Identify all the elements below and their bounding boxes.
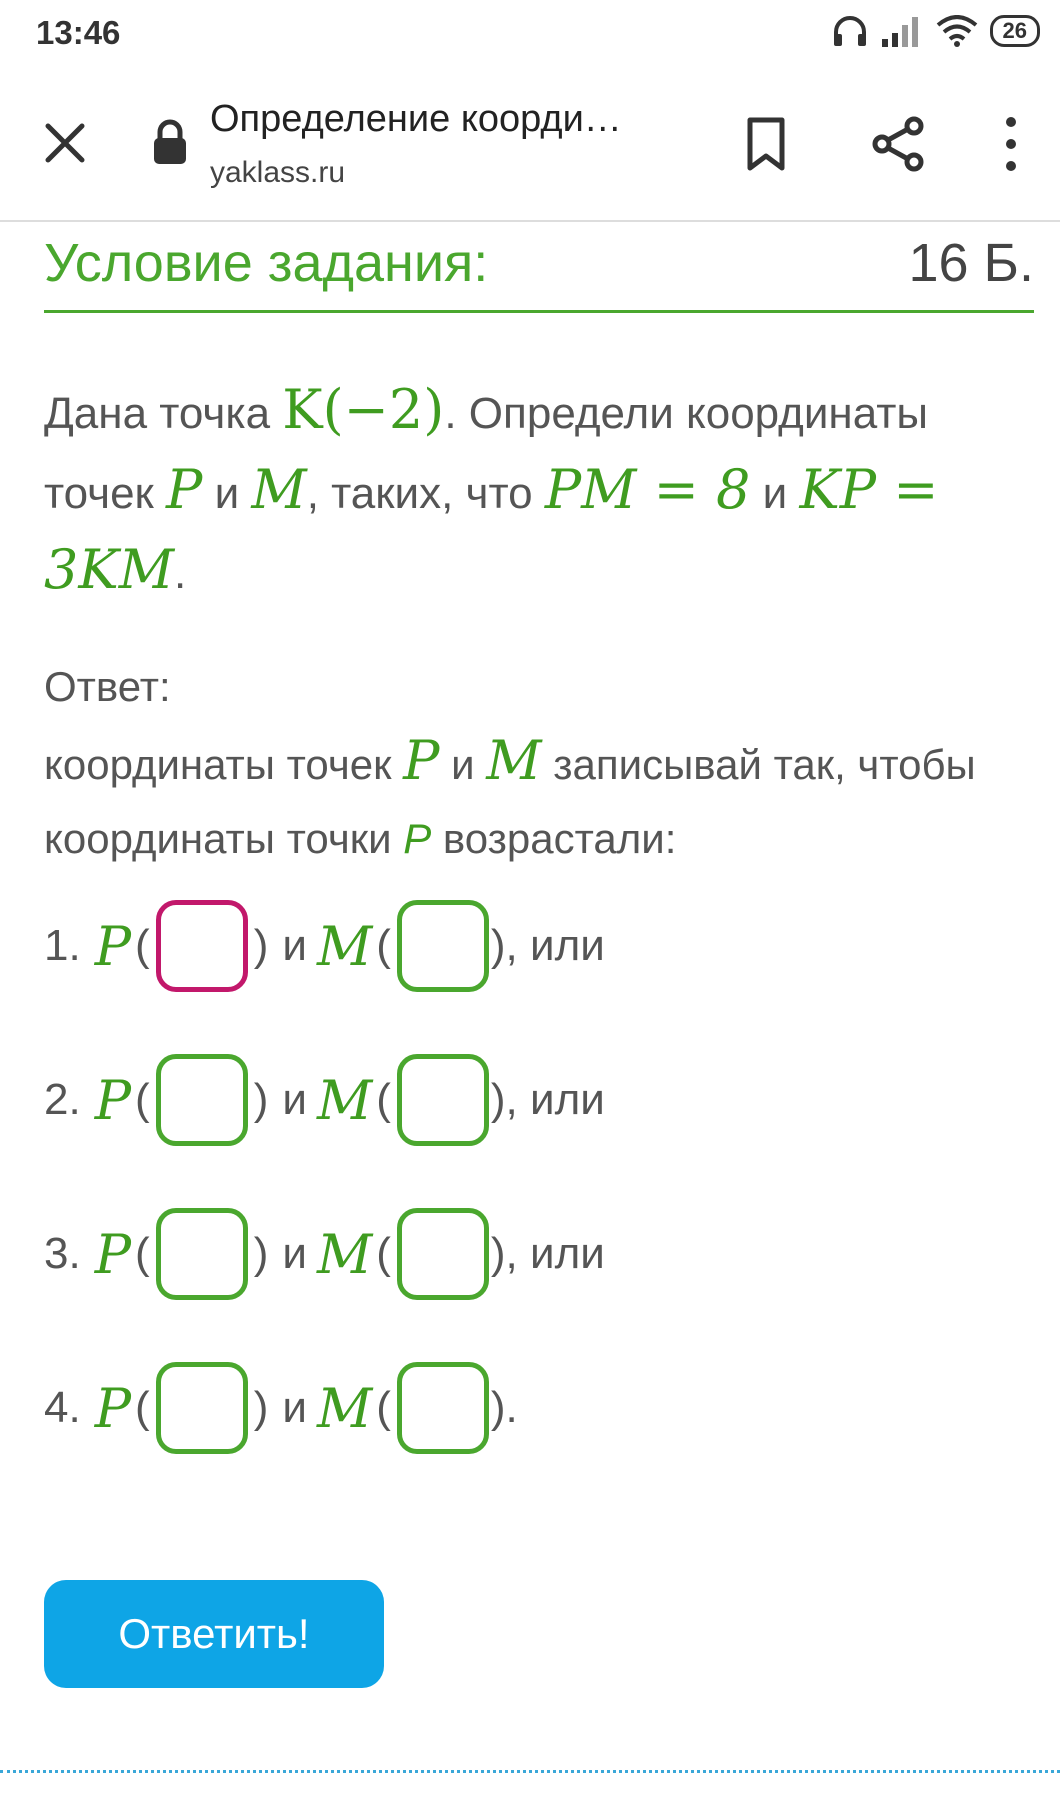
answer-row-1 (44, 894, 605, 998)
row-end-text: ). (490, 1383, 518, 1432)
browser-toolbar (0, 66, 1060, 222)
row-number: 1. (44, 921, 81, 970)
status-time: 13:46 (36, 14, 121, 51)
and-text: и (282, 1229, 307, 1278)
point-p-symbol: P (94, 1068, 132, 1132)
problem-text: Дана точка (44, 389, 283, 438)
close-icon[interactable] (40, 118, 90, 168)
p1-coordinate-input[interactable] (156, 900, 248, 992)
p3-coordinate-input[interactable] (156, 1208, 248, 1300)
point-m-symbol: M (486, 729, 542, 792)
point-m-symbol: M (316, 914, 373, 978)
point-m-symbol: M (316, 1376, 373, 1440)
hint-text: записывай так, чтобы координаты точки (44, 741, 976, 862)
answer-row-4 (44, 1356, 518, 1460)
answer-hint (44, 724, 1034, 876)
share-icon[interactable] (868, 114, 928, 174)
m4-coordinate-input[interactable] (397, 1362, 489, 1454)
equation-kp: KP = 3KM (44, 458, 939, 601)
row-end-text: ), или (490, 1075, 605, 1124)
row-end-text: ), или (490, 1229, 605, 1278)
m3-coordinate-input[interactable] (397, 1208, 489, 1300)
page-title: Определение коорди… (210, 98, 622, 140)
answer-label: Ответ: (44, 663, 171, 710)
status-bar (0, 0, 1060, 66)
lock-icon (152, 118, 188, 166)
battery-icon: 26 (990, 15, 1040, 47)
problem-text: и (750, 469, 800, 518)
and-text: и (282, 921, 307, 970)
hint-text: координаты точек (44, 741, 404, 788)
open-paren: ( (135, 1075, 150, 1124)
m2-coordinate-input[interactable] (397, 1054, 489, 1146)
submit-answer-button[interactable]: Ответить! (44, 1580, 384, 1688)
point-p-symbol: P (403, 729, 440, 792)
row-number: 4. (44, 1383, 81, 1432)
point-p-symbol: P (403, 815, 432, 862)
and-text: и (282, 1075, 307, 1124)
point-p-symbol: P (94, 1376, 132, 1440)
hint-text: и (439, 741, 487, 788)
open-paren: ( (135, 921, 150, 970)
point-p-symbol: P (94, 914, 132, 978)
answer-row-2 (44, 1048, 605, 1152)
answer-row-3 (44, 1202, 605, 1306)
point-p-symbol: P (166, 458, 203, 521)
signal-icon (880, 15, 924, 47)
wifi-icon (936, 15, 978, 47)
row-number: 2. (44, 1075, 81, 1124)
equation-pm: PM = 8 (544, 458, 751, 521)
row-end-text: ), или (490, 921, 605, 970)
point-m-symbol: M (316, 1068, 373, 1132)
open-paren: ( (376, 1383, 391, 1432)
task-points: 16 Б. (908, 233, 1034, 293)
problem-text: . (174, 549, 187, 598)
answer-instructions (44, 650, 1034, 876)
p4-coordinate-input[interactable] (156, 1362, 248, 1454)
problem-text: , таких, что (306, 469, 545, 518)
close-paren: ) (253, 1075, 269, 1124)
status-icons (832, 14, 1040, 48)
task-header (44, 226, 1034, 313)
open-paren: ( (376, 1075, 391, 1124)
m1-coordinate-input[interactable] (397, 900, 489, 992)
task-title: Условие задания: (44, 233, 489, 293)
open-paren: ( (376, 1229, 391, 1278)
problem-text: и (202, 469, 252, 518)
close-paren: ) (253, 921, 269, 970)
open-paren: ( (135, 1229, 150, 1278)
bookmark-icon[interactable] (740, 116, 792, 172)
hint-text: возрастали: (431, 815, 677, 862)
open-paren: ( (135, 1383, 150, 1432)
problem-text: . Определи координаты точек (44, 389, 928, 518)
dotted-divider (0, 1770, 1060, 1773)
and-text: и (282, 1383, 307, 1432)
more-vertical-icon[interactable] (996, 112, 1026, 176)
open-paren: ( (376, 921, 391, 970)
close-paren: ) (253, 1383, 269, 1432)
p2-coordinate-input[interactable] (156, 1054, 248, 1146)
point-k-formula: K(−2) (282, 378, 445, 441)
point-m-symbol: M (316, 1222, 373, 1286)
page-domain: yaklass.ru (210, 156, 346, 189)
point-m-symbol: M (251, 458, 307, 521)
point-p-symbol: P (94, 1222, 132, 1286)
row-number: 3. (44, 1229, 81, 1278)
problem-statement (44, 372, 1034, 612)
close-paren: ) (253, 1229, 269, 1278)
headphones-icon (832, 14, 868, 48)
